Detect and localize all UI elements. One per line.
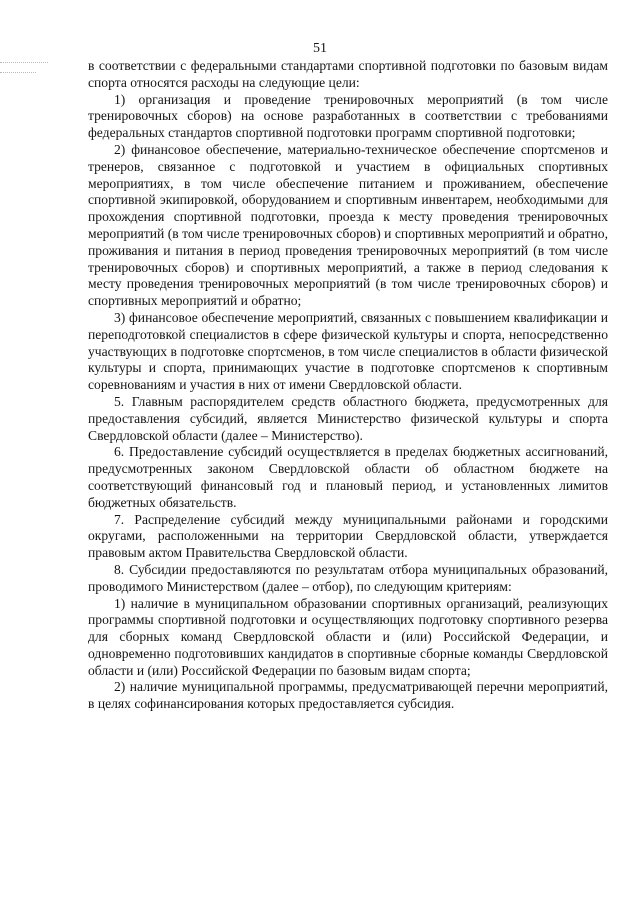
paragraph-item-3: 3) финансовое обеспечение мероприятий, связанных с повышением квалификации и переподготовкой специалистов в сфере физической культуры и спорта, непосредственно участвующих в подготовке спортсменов, в том числе специалистов в области физической культуры и спорта, принимающих участие в подготовке спортсменов к спортивным соревнованиям и участия в них от имени Свердловской области. bbox=[88, 309, 608, 393]
paragraph-item-1: 1) организация и проведение тренировочных мероприятий (в том числе тренировочных сборов) на основе разработанных в соответствии с требованиями федеральных стандартов спортивной подготовки программ спортивной подготовки; bbox=[88, 91, 608, 141]
paragraph-clause-7: 7. Распределение субсидий между муниципальными районами и городскими округами, расположенными на территории Свердловской области, утверждается правовым актом Правительства Свердловской области. bbox=[88, 511, 608, 561]
paragraph-clause-8: 8. Субсидии предоставляются по результатам отбора муниципальных образований, проводимого Министерством (далее – отбор), по следующим критериям: bbox=[88, 561, 608, 594]
paragraph-criterion-1: 1) наличие в муниципальном образовании спортивных организаций, реализующих программы спортивной подготовки и осуществляющих подготовку спортивного резерва для сборных команд Свердловской области и (или) Российской Федерации, и одновременно подготовивших кандидатов в спортивные сборные команды Свердловской области и (или) Российской Федерации по базовым видам спорта; bbox=[88, 595, 608, 678]
document-body bbox=[88, 58, 608, 713]
page-number: 51 bbox=[313, 41, 327, 56]
paragraph-clause-5: 5. Главным распорядителем средств областного бюджета, предусмотренных для предоставления субсидий, является Министерство физической культуры и спорта Свердловской области (далее – Министерство). bbox=[88, 393, 608, 443]
paragraph-continuation: в соответствии с федеральными стандартами спортивной подготовки по базовым видам спорта относятся расходы на следующие цели: bbox=[88, 58, 608, 90]
paragraph-clause-6: 6. Предоставление субсидий осуществляется в пределах бюджетных ассигнований, предусмотренных законом Свердловской области об областном бюджете на соответствующий финансовый год и плановый период, и установленных лимитов бюджетных обязательств. bbox=[88, 444, 608, 510]
paragraph-item-2: 2) финансовое обеспечение, материально-техническое обеспечение спортсменов и тренеров, связанное с подготовкой и участием в официальных спортивных мероприятиях, в том числе обеспечение питанием и проживанием, обеспечение спортивной экипировкой, оборудованием и спортивным инвентарем, необходимыми для прохождения спортивной подготовки, проезда к месту проведения тренировочных мероприятий (в том числе тренировочных сборов) и спортивных мероприятий и обратно, проживания и питания в период проведения тренировочных мероприятий (в том числе тренировочных сборов) и спортивных мероприятий, а также в период следования к месту проведения тренировочных мероприятий (в том числе тренировочных сборов) и спортивных мероприятий и обратно; bbox=[88, 141, 608, 309]
scan-margin-mark bbox=[0, 62, 48, 64]
scan-margin-mark bbox=[0, 72, 36, 74]
paragraph-criterion-2: 2) наличие муниципальной программы, предусматривающей перечни мероприятий, в целях софинансирования которых предоставляется субсидия. bbox=[88, 679, 608, 712]
